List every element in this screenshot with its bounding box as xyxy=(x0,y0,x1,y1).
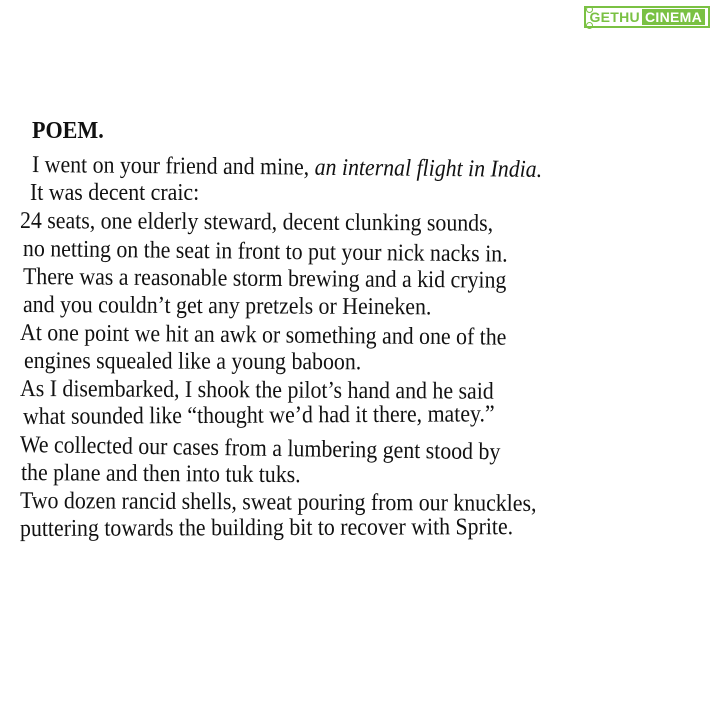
poem-line: 24 seats, one elderly steward, decent clunking sounds, xyxy=(19,208,494,237)
poem-line-italic-text: an internal flight in India. xyxy=(314,154,543,183)
watermark-badge xyxy=(584,6,710,28)
poem-line: At one point we hit an awk or something and one of the xyxy=(19,320,507,351)
poem-line: There was a reasonable storm brewing and a kid crying xyxy=(22,264,507,294)
poem-line-text: I went on your friend and mine, xyxy=(31,152,315,181)
poem-line: what sounded like “thought we’d had it there, matey.” xyxy=(22,401,495,430)
watermark-logo xyxy=(584,6,710,28)
watermark-text-part1: GETHU xyxy=(589,9,640,25)
poem-document xyxy=(20,118,710,543)
poem-line: no netting on the seat in front to put your nick nacks in. xyxy=(22,236,508,268)
poem-line: We collected our cases from a lumbering gent stood by xyxy=(19,432,501,466)
poem-title: POEM. xyxy=(32,118,104,144)
poem-line: It was decent craic: xyxy=(30,180,200,206)
poem-line: As I disembarked, I shook the pilot’s hand and he said xyxy=(19,376,494,405)
poem-line: puttering towards the building bit to recover with Sprite. xyxy=(19,514,514,542)
watermark-text-part2: CINEMA xyxy=(642,9,705,25)
poem-line: and you couldn’t get any pretzels or Heineken. xyxy=(22,292,432,321)
poem-line: the plane and then into tuk tuks. xyxy=(20,460,301,489)
film-reel-icon xyxy=(586,0,600,6)
poem-line: engines squealed like a young baboon. xyxy=(23,348,362,376)
poem-line: Two dozen rancid shells, sweat pouring from our knuckles, xyxy=(19,488,537,517)
